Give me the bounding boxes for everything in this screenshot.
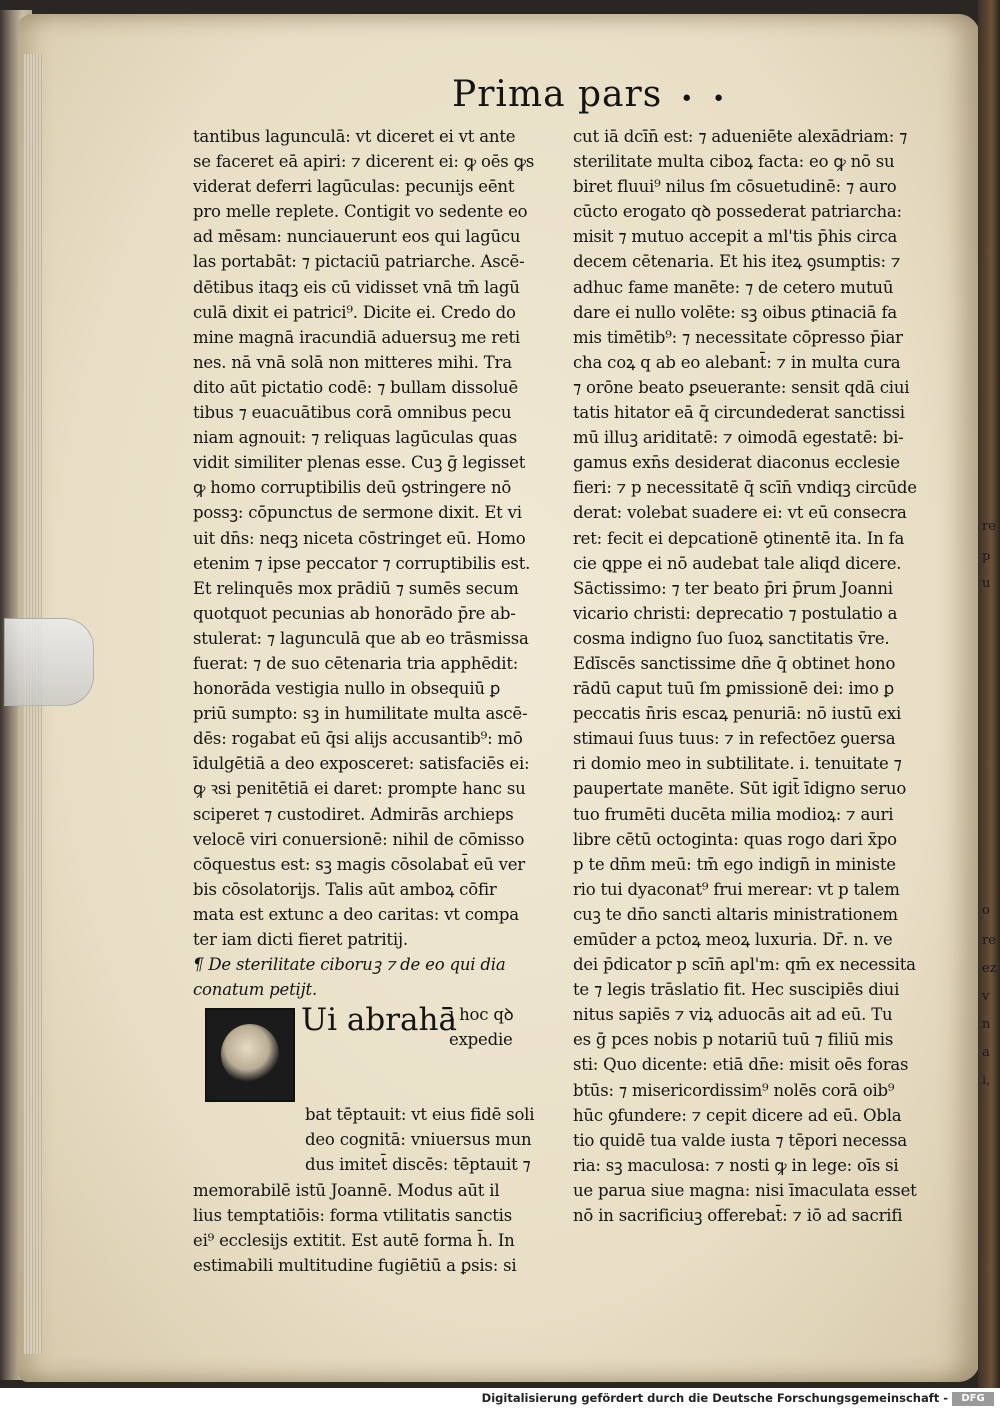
- text-line: biret fluui⁹ nilus ſm cōsuetudinē: ⁊ auro: [573, 177, 897, 197]
- text-line: vidit similiter plenas esse. Cuꝫ ḡ legisset: [193, 453, 526, 473]
- text-line: decem cētenaria. Et his iteꝝ ꝯsumptis: ⁊: [573, 252, 901, 272]
- text-line: priū sumpto: sꝫ in humilitate multa ascē-: [193, 704, 528, 724]
- text-line: mine magnā iracundiā aduersuꝫ me reti: [193, 327, 520, 347]
- initial-words: Ui abrahā: [301, 1002, 457, 1039]
- text-line: īdulgētiā a deo exposceret: satisfaciēs ei:: [193, 754, 530, 774]
- text-line: emūder a pctoꝝ meoꝝ luxuria. Dr̄. n. ve: [573, 930, 893, 949]
- text-line: estimabili multitudine fugiētiū a ꝑsis: si: [193, 1255, 517, 1275]
- text-line: adhuc fame manēte: ⁊ de cetero mutuū: [573, 277, 894, 297]
- text-line: uit dn̄s: neqꝫ niceta cōstringet eū. Homo: [193, 528, 526, 548]
- text-line: cōquestus est: sꝫ magis cōsolabat̄ eū ver: [193, 854, 525, 874]
- text-line: cuꝫ te dn̄o sancti altaris ministrationem: [573, 904, 898, 924]
- text-line: es ḡ pces nobis p notariū tuū ⁊ filiū mis: [573, 1030, 894, 1050]
- right-column-lines: [573, 124, 925, 1228]
- text-line: libre cētū octoginta: quas rogo dari x̄po: [573, 829, 897, 849]
- text-line: tibus ⁊ euacuātibus corā omnibus pecu: [193, 403, 512, 423]
- text-line: quotquot pecunias ab honorādo p̄re ab-: [193, 603, 516, 623]
- text-line: deo cognitā: vniuersus mun: [305, 1130, 532, 1150]
- edge-fragment: re: [982, 519, 996, 534]
- text-line: tantibus lagunculā: vt diceret ei vt ante: [193, 127, 516, 146]
- left-text-column: [193, 124, 553, 1278]
- text-line: Sāctissimo: ⁊ ter beato p̄ri p̄rum Joanni: [573, 578, 893, 598]
- text-line: ¶ De sterilitate ciboruꝫ ⁊ de eo qui dia: [193, 955, 506, 975]
- text-line: mata est extunc a deo caritas: vt compa: [193, 904, 519, 924]
- left-column-lines: [193, 124, 553, 952]
- text-line: pro melle replete. Contigit vo sedente eo: [193, 202, 528, 222]
- text-line: cha coꝝ q ab eo alebant̄: ⁊ in multa cura: [573, 352, 901, 372]
- text-line: sti: Quo dicente: etiā dn̄e: misit oēs foras: [573, 1055, 909, 1075]
- running-head: [452, 74, 731, 115]
- text-line: cūcto erogato qꝺ possederat patriarcha:: [573, 202, 902, 222]
- text-line: bis cōsolatorijs. Talis aūt amboꝝ cōfir: [193, 879, 497, 899]
- text-line: tatis hitator eā q̄ circundederat sanctissi: [573, 403, 905, 423]
- text-line: gamus exn̄s desiderat diaconus ecclesie: [573, 453, 900, 473]
- text-line: possꝫ: cōpunctus de sermone dixit. Et vi: [193, 503, 522, 523]
- edge-fragment: u: [982, 576, 991, 591]
- text-line: cosma indigno ſuo ſuoꝝ sanctitatis v̄re.: [573, 628, 890, 648]
- text-line: peccatis n̄ris escaꝝ penuriā: nō iustū exi: [573, 704, 902, 724]
- text-line: ad mēsam: nunciauerunt eos qui lagūcu: [193, 227, 521, 247]
- edge-fragment: v: [982, 989, 990, 1004]
- funding-credit: Digitalisierung gefördert durch die Deutsche Forschungsgemeinschaft -: [481, 1391, 948, 1405]
- text-line: stimaui ſuus tuus: ⁊ in refectōez ꝯuersa: [573, 729, 896, 749]
- text-line: derat: volebat suadere ei: vt eū consecra: [573, 503, 907, 523]
- text-line: nitus sapiēs ⁊ viꝝ aduocās ait ad eū. Tu: [573, 1005, 893, 1025]
- edge-fragment: a: [982, 1045, 990, 1060]
- edge-fragment: p: [982, 549, 991, 564]
- text-line: stulerat: ⁊ lagunculā que ab eo trāsmissa: [193, 628, 529, 648]
- text-line: vicario christi: deprecatio ⁊ postulatio a: [573, 603, 898, 623]
- running-head-title: Prima pars: [452, 74, 663, 115]
- text-line: hūc ꝯfundere: ⁊ cepit dicere ad eū. Obla: [573, 1105, 902, 1125]
- right-book-edge: [978, 0, 1000, 1388]
- digitization-footer: [0, 1390, 1000, 1409]
- text-line: dare ei nullo volēte: sꝫ oibus ꝑtinaciā fa: [573, 302, 897, 322]
- text-line: viderat deferri lagūculas: pecunijs eēnt: [193, 177, 515, 197]
- text-line: niam agnouit: ⁊ reliquas lagūculas quas: [193, 428, 518, 448]
- text-line: culā dixit ei patrici⁹. Dicite ei. Credo do: [193, 302, 516, 322]
- edge-fragment: n: [982, 1017, 991, 1032]
- edge-fragment: o: [982, 903, 990, 918]
- text-line: sterilitate multa ciboꝝ facta: eo ꝙ nō su: [573, 152, 895, 172]
- edge-fragment: re: [982, 933, 996, 948]
- chapter-heading: [193, 952, 553, 1002]
- text-line: etenim ⁊ ipse peccator ⁊ corruptibilis est.: [193, 553, 531, 573]
- text-line: paupertate manēte. Sūt igit̄ īdigno seruo: [573, 779, 907, 799]
- text-line: dēs: rogabat eū q̄si alijs accusantib⁹: mō: [193, 729, 523, 749]
- text-line: nes. nā vnā solā non mitteres mihi. Tra: [193, 352, 512, 372]
- text-line: p te dn̄m meū: tm̄ ego indign̄ in ministe: [573, 854, 896, 874]
- text-line: velocē viri conuersionē: nihil de cōmisso: [193, 829, 525, 849]
- text-line: fieri: ⁊ p necessitatē q̄ scīn̄ vndiqꝫ circūde: [573, 478, 917, 498]
- text-line: conatum petijt.: [193, 980, 318, 1000]
- text-line: sciperet ⁊ custodiret. Admirās archieps: [193, 804, 514, 824]
- text-line: cie ꝗppe ei nō audebat tale aliqd dicere.: [573, 553, 902, 573]
- text-line: ꝙ ꝛsi penitētiā ei daret: prompte hanc su: [193, 779, 526, 799]
- text-line: dei p̄dicator p scīn̄ apl'm: qm̄ ex necessita: [573, 955, 916, 975]
- text-line: ria: sꝫ maculosa: ⁊ nosti ꝙ in lege: oīs si: [573, 1155, 899, 1175]
- edge-fragment: i,: [982, 1073, 991, 1088]
- text-line: bat tēptauit: vt eius fidē soli: [305, 1105, 535, 1125]
- text-line: mis timētib⁹: ⁊ necessitate cōpresso p̄iar: [573, 327, 903, 347]
- text-line: las portabāt: ⁊ pictaciū patriarche. Ascē-: [193, 252, 525, 272]
- text-line: dito aūt pictatio codē: ⁊ bullam dissoluē: [193, 377, 519, 397]
- text-line: ei⁹ ecclesijs extitit. Est autē forma h̄. In: [193, 1230, 515, 1250]
- text-line: ret: fecit ei depcationē ꝯtinentē ita. In fa: [573, 528, 905, 548]
- left-column-after-initial: [193, 1102, 553, 1278]
- text-line: nō in sacrificiuꝫ offerebat̄: ⁊ iō ad sacrifi: [573, 1206, 903, 1226]
- bookmark-tab: [4, 618, 94, 706]
- dfg-logo-icon: DFG: [952, 1392, 994, 1406]
- decorated-initial-block: [193, 1002, 553, 1102]
- text-line: fuerat: ⁊ de suo cētenaria tria apphēdit:: [193, 653, 519, 673]
- text-line: ri domio meo in subtilitate. i. tenuitate ⁊: [573, 754, 902, 774]
- woodcut-initial-icon: [205, 1008, 295, 1102]
- text-line: lius temptatiōis: forma vtilitatis sanctis: [193, 1205, 513, 1225]
- text-line: Et relinquēs mox prādiū ⁊ sumēs secum: [193, 578, 519, 598]
- text-line: expedie: [449, 1030, 513, 1050]
- text-line: dētibus itaqꝫ eis cū vidisset vnā tm̄ lagū: [193, 277, 520, 297]
- edge-fragment: ez: [982, 961, 997, 976]
- text-line: dus imitet̄ discēs: tēptauit ⁊: [305, 1155, 531, 1175]
- initial-side-text: [449, 1002, 559, 1052]
- text-line: misit ⁊ mutuo accepit a ml'tis p̄his circa: [573, 227, 898, 247]
- right-text-column: [573, 124, 925, 1228]
- text-line: honorāda vestigia nullo in obsequiū ꝑ: [193, 679, 501, 699]
- text-line: tuo frumēti ducēta milia modioꝝ: ⁊ auri: [573, 804, 894, 824]
- bird-emblem-icon: [221, 1024, 279, 1084]
- text-line: ꝙ homo corruptibilis deū ꝯstringere nō: [193, 478, 512, 498]
- text-line: se faceret eā apiri: ⁊ dicerent ei: ꝙ oēs ꝙs: [193, 152, 535, 172]
- text-line: btūs: ⁊ misericordissim⁹ nolēs corā oib⁹: [573, 1080, 895, 1100]
- ornament-dots: • •: [680, 87, 732, 112]
- text-line: Edīscēs sanctissime dn̄e q̄ obtinet hono: [573, 653, 896, 673]
- text-line: i hoc qꝺ: [449, 1005, 514, 1025]
- text-line: ue parua siue magna: nisi īmaculata esset: [573, 1180, 917, 1200]
- text-line: rio tui dyaconat⁹ frui merear: vt p talem: [573, 879, 900, 899]
- text-line: ⁊ orōne beato ꝑseuerante: sensit qdā ciui: [573, 377, 910, 397]
- text-line: mū illuꝫ ariditatē: ⁊ oimodā egestatē: bi-: [573, 428, 904, 448]
- text-line: memorabilē istū Joannē. Modus aūt il: [193, 1180, 500, 1200]
- text-line: ter iam dicti fieret patritij.: [193, 930, 408, 949]
- text-line: rādū caput tuū ſm ꝑmissionē dei: imo ꝑ: [573, 679, 894, 699]
- text-line: te ⁊ legis trāslatio fit. Hec suscipiēs diui: [573, 980, 900, 1000]
- text-line: cut iā dcīn̄ est: ⁊ adueniēte alexādriam: ⁊: [573, 127, 908, 146]
- text-line: tio quidē tua valde iusta ⁊ tēpori necessa: [573, 1130, 908, 1150]
